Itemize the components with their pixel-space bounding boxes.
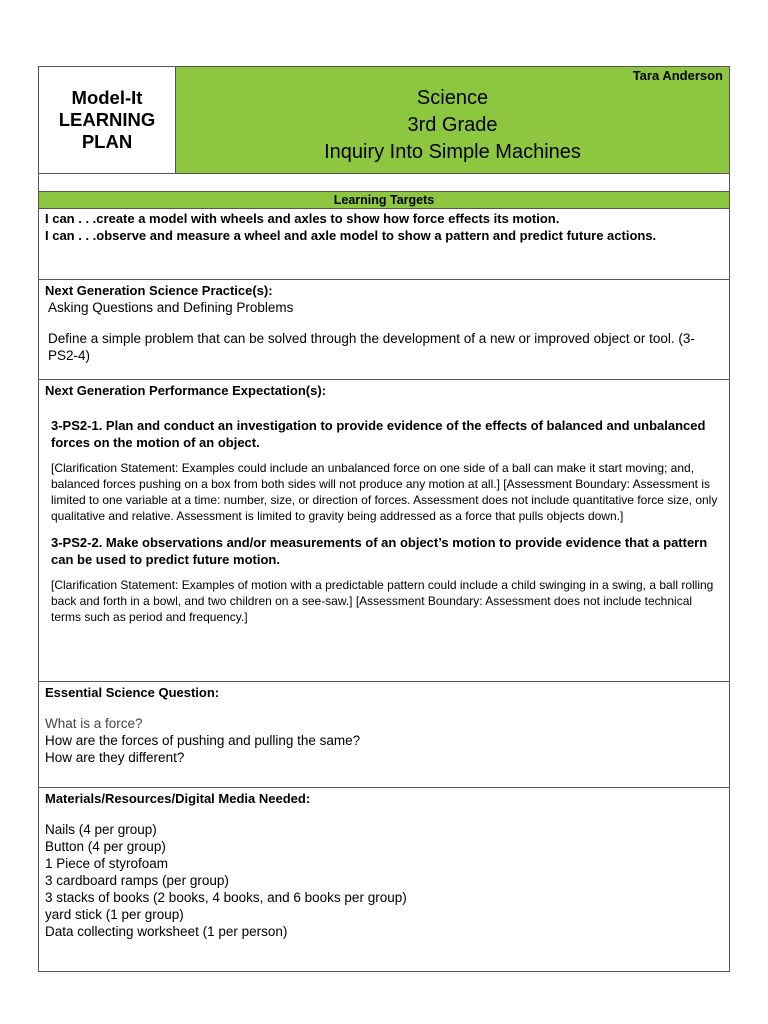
practices-heading: Next Generation Science Practice(s): (45, 283, 273, 298)
target-line-1: I can . . .create a model with wheels and axles to show how force effects its motion. (45, 211, 560, 226)
question-line-3: How are they different? (45, 750, 185, 765)
material-item: yard stick (1 per group) (45, 907, 184, 922)
pe1-title: 3-PS2-1. Plan and conduct an investigation to provide evidence of the effects of balanced and unbalanced forces on the motion of an object. (51, 418, 706, 450)
logo-line-2: LEARNING (58, 109, 156, 130)
learning-plan-sheet (38, 66, 730, 972)
plan-header (39, 67, 729, 174)
pe2-detail: [Clarification Statement: Examples of motion with a predictable pattern could include a child swinging in a swing, a ball rolling back and forth in a bowl, and two children on a see-saw.] [Assessment Boundary: Assessment does not include technical terms such as period and frequency.] (51, 578, 714, 624)
blank-row (39, 174, 729, 192)
author-name: Tara Anderson (632, 68, 723, 83)
practice-item: Asking Questions and Defining Problems (48, 300, 294, 315)
subject-title: Science (416, 87, 489, 109)
materials-heading: Materials/Resources/Digital Media Needed: (45, 791, 311, 806)
plan-logo (39, 67, 176, 173)
practice-detail: Define a simple problem that can be solved through the development of a new or improved object or tool. (3-PS2-4) (48, 331, 695, 363)
title-banner (176, 67, 729, 173)
science-practices-section (39, 280, 729, 380)
material-item: Button (4 per group) (45, 839, 166, 854)
question-heading: Essential Science Question: (45, 685, 220, 700)
pe2-title: 3-PS2-2. Make observations and/or measurements of an object’s motion to provide evidence that a pattern can be used to predict future motion. (51, 535, 708, 567)
material-item: 1 Piece of styrofoam (45, 856, 169, 871)
pe1-detail: [Clarification Statement: Examples could include an unbalanced force on one side of a ball can make it start moving; and, balanced forces pushing on a box from both sides will not produce any motion at all.] [Assessment Boundary: Assessment is limited to one variable at a time: number, size, or direction of forces. Assessment does not include quantitative force size, only qualitative and relative. Assessment is limited to gravity being addressed as a force that pulls objects down.] (51, 461, 718, 523)
unit-title: Inquiry Into Simple Machines (324, 141, 581, 163)
performance-expectations-section (39, 380, 729, 682)
learning-targets-section (39, 209, 729, 280)
grade-title: 3rd Grade (407, 114, 498, 136)
materials-section (39, 788, 729, 971)
logo-line-3: PLAN (81, 131, 133, 152)
learning-targets-heading: Learning Targets (39, 192, 729, 209)
logo-line-1: Model-It (71, 87, 143, 108)
target-line-2: I can . . .observe and measure a wheel and axle model to show a pattern and predict future actions. (45, 228, 657, 243)
question-line-1: What is a force? (45, 716, 143, 731)
material-item: 3 stacks of books (2 books, 4 books, and 6 books per group) (45, 890, 407, 905)
question-line-2: How are the forces of pushing and pulling the same? (45, 733, 361, 748)
essential-question-section (39, 682, 729, 788)
expectations-heading: Next Generation Performance Expectation(s): (45, 383, 327, 398)
material-item: Nails (4 per group) (45, 822, 157, 837)
material-item: Data collecting worksheet (1 per person) (45, 924, 288, 939)
material-item: 3 cardboard ramps (per group) (45, 873, 229, 888)
